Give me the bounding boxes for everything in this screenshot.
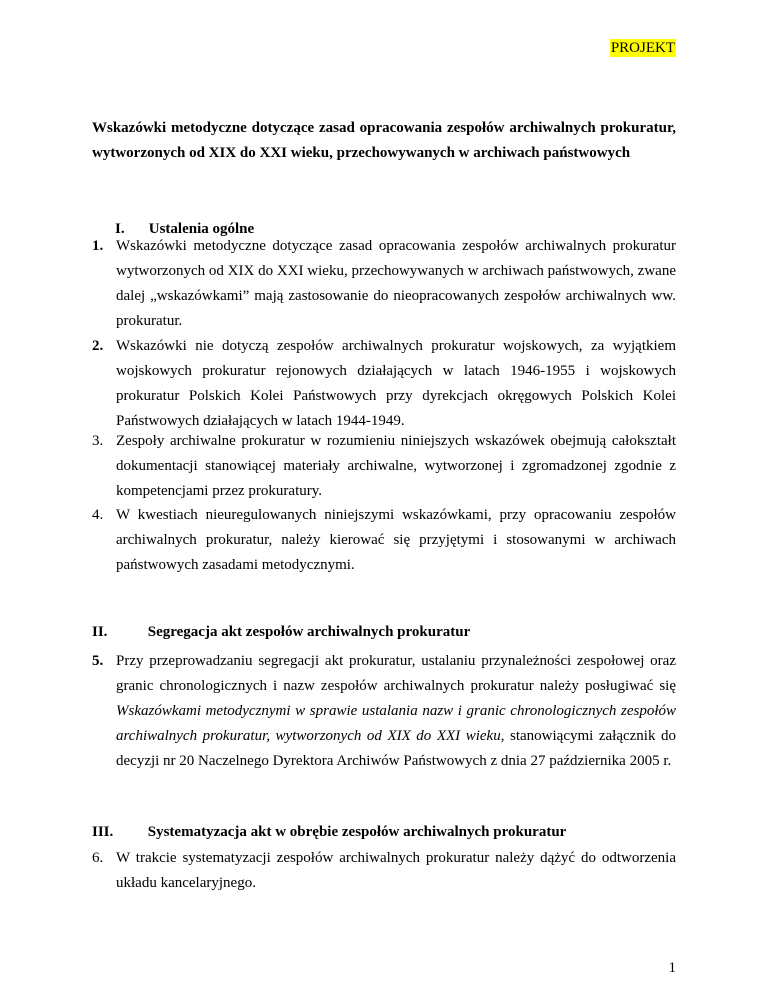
list-item: [92, 334, 676, 434]
item-number: 2.: [92, 338, 104, 354]
item-number: 3.: [92, 433, 104, 449]
document-title: Wskazówki metodyczne dotyczące zasad opracowania zespołów archiwalnych prokuratur, wytworzonych od XIX do XXI wieku, przechowywanych w archiwach państwowych: [92, 120, 676, 161]
item-text: Wskazówki nie dotyczą zespołów archiwalnych prokuratur wojskowych, za wyjątkiem wojskowych prokuratur rejonowych działających w latach 1946-1955 i wojskowych prokuratur Polskich Kolei Państwowych przy dyrekcjach okręgowych Polskich Kolei Państwowych działających w latach 1944-1949.: [116, 338, 676, 429]
item-number: 4.: [92, 507, 104, 523]
item-number: 5.: [92, 653, 104, 669]
item-text-italic: Wskazówkami metodycznymi w sprawie ustalania nazw i granic chronologicznych zespołów archiwalnych prokuratur, wytworzonych od XIX do XXI wieku: [116, 703, 676, 744]
page-number: 1: [668, 960, 676, 976]
list-item: [92, 503, 676, 578]
section-heading-2: [92, 623, 470, 641]
section-title: Ustalenia ogólne: [148, 221, 255, 237]
section-title: Segregacja akt zespołów archiwalnych prokuratur: [147, 624, 471, 640]
item-text-before: Przy przeprowadzaniu segregacji akt prokuratur, ustalaniu przynależności zespołowej oraz granic chronologicznych i nazw zespołów archiwalnych prokuratur należy posługiwać się: [116, 653, 676, 694]
list-item: [92, 649, 676, 774]
section-title: Systematyzacja akt w obrębie zespołów archiwalnych prokuratur: [147, 824, 567, 840]
item-text: Wskazówki metodyczne dotyczące zasad opracowania zespołów archiwalnych prokuratur wytworzonych od XIX do XXI wieku, przechowywanych w archiwach państwowych, zwane dalej „wskazówkami” mają zastosowanie do nieopracowanych zespołów archiwalnych ww. prokuratur.: [116, 238, 676, 329]
item-text: Zespoły archiwalne prokuratur w rozumieniu niniejszych wskazówek obejmują całokształt dokumentacji stanowiącej materiały archiwalne, wytworzonej i zgromadzonej zgodnie z kompetencjami przez prokuratury.: [116, 433, 676, 499]
list-item: [92, 846, 676, 896]
project-label: PROJEKT: [610, 40, 675, 56]
item-text-after: , stanowiącymi załącznik do decyzji nr 20 Naczelnego Dyrektora Archiwów Państwowych z dnia 27 października 2005 r.: [116, 728, 677, 769]
section-numeral: I.: [115, 221, 125, 237]
list-item: [92, 234, 676, 334]
item-number: 1.: [92, 238, 104, 254]
item-text: [116, 649, 676, 774]
item-number: 6.: [92, 850, 104, 866]
section-heading-3: [92, 823, 566, 841]
list-item: [92, 429, 676, 504]
section-numeral: III.: [92, 824, 114, 840]
item-text: W kwestiach nieuregulowanych niniejszymi wskazówkami, przy opracowaniu zespołów archiwalnych prokuratur, należy kierować się przyjętymi i stosowanymi w archiwach państwowych zasadami metodycznymi.: [116, 507, 676, 573]
item-text: W trakcie systematyzacji zespołów archiwalnych prokuratur należy dążyć do odtworzenia układu kancelaryjnego.: [116, 850, 676, 891]
section-numeral: II.: [92, 624, 108, 640]
